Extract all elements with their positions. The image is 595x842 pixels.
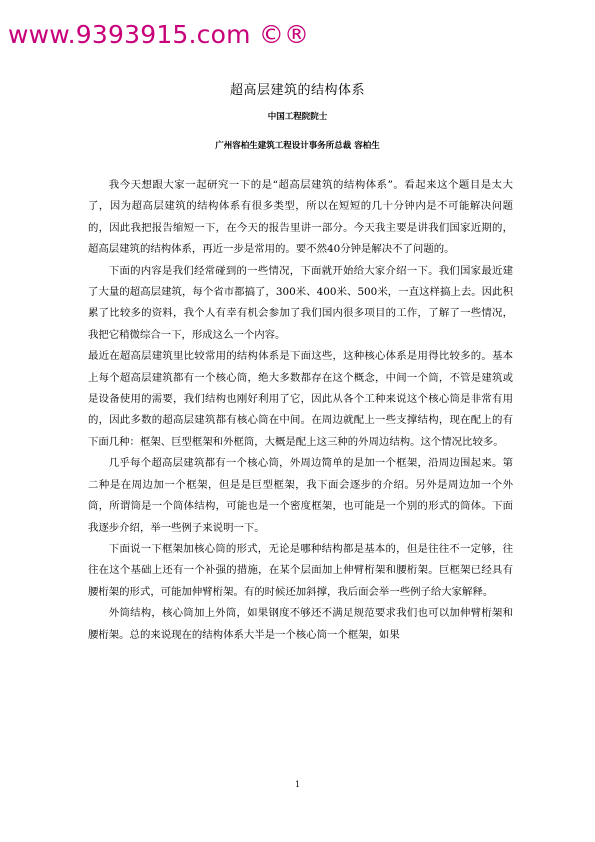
paragraph: 外筒结构，核心筒加上外筒，如果钢度不够还不满足规范要求我们也可以加伸臂桁架和腰桁架。总的来说现在的结构体系大半是一个核心筒一个框架，如果 [88, 607, 513, 641]
paragraph: 下面说一下框架加核心筒的形式，无论是哪种结构都是基本的，但是往往不一定够，往往在这个基础上还有一个补强的措施，在某个层面加上伸臂桁架和腰桁架。巨框架已经具有腰桁架的形式，可能加伸臂桁架。有的时候还加斜撑，我后面会举一些例子给大家解释。 [88, 542, 513, 598]
paragraph: 我今天想跟大家一起研究一下的是“超高层建筑的结构体系”。看起来这个题目是太大了，因为超高层建筑的结构体系有很多类型，所以在短短的几十分钟内是不可能解决问题的，因此我把报告缩短一下，在今天的报告里讲一部分。今天我主要是讲我们国家近期的，超高层建筑的结构体系，再近一步是常用的。要不然40分钟是解决不了问题的。 [88, 179, 513, 256]
paragraph: 下面的内容是我们经常碰到的一些情况，下面就开始给大家介绍一下。我们国家最近建了大量的超高层建筑，每个省市都搞了，300米、400米、500米，一直这样搞上去。因此积累了比较多的资料，我个人有幸有机会参加了我们国内很多项目的工作，了解了一些情况，我把它稍微综合一下，形成这么一个内容。 [88, 264, 513, 341]
author-title: 中国工程院院士 [267, 112, 328, 122]
body-text [88, 175, 513, 646]
paragraph: 几乎每个超高层建筑都有一个核心筒，外周边简单的是加一个框架，沿周边围起来。第二种是在周边加一个框架，但是是巨型框架，我下面会逐步的介绍。另外是周边加一个外筒，所谓筒是一个筒体结构，可能也是一个密度框架，也可能是一个别的形式的筒体。下面我逐步介绍，举一些例子来说明一下。 [88, 457, 513, 534]
author-affiliation: 广州容柏生建筑工程设计事务所总裁 容柏生 [215, 141, 380, 151]
page-number: 1 [294, 780, 301, 789]
paragraph: 最近在超高层建筑里比较常用的结构体系是下面这些，这种核心体系是用得比较多的。基本上每个超高层建筑都有一个核心筒，绝大多数都存在这个概念，中间一个筒，不管是建筑或是设备使用的需要，我们结构也刚好利用了它，因此从各个工种来说这个核心筒是非常有用的，因此多数的超高层建筑都有核心筒在中间。在周边就配上一些支撑结构，现在配上的有下面几种：框架、巨型框架和外框筒，大概是配上这三种的外周边结构。这个情况比较多。 [88, 350, 513, 448]
watermark: www.9393915.com ©® [8, 20, 310, 49]
page-title: 超高层建筑的结构体系 [229, 83, 365, 98]
